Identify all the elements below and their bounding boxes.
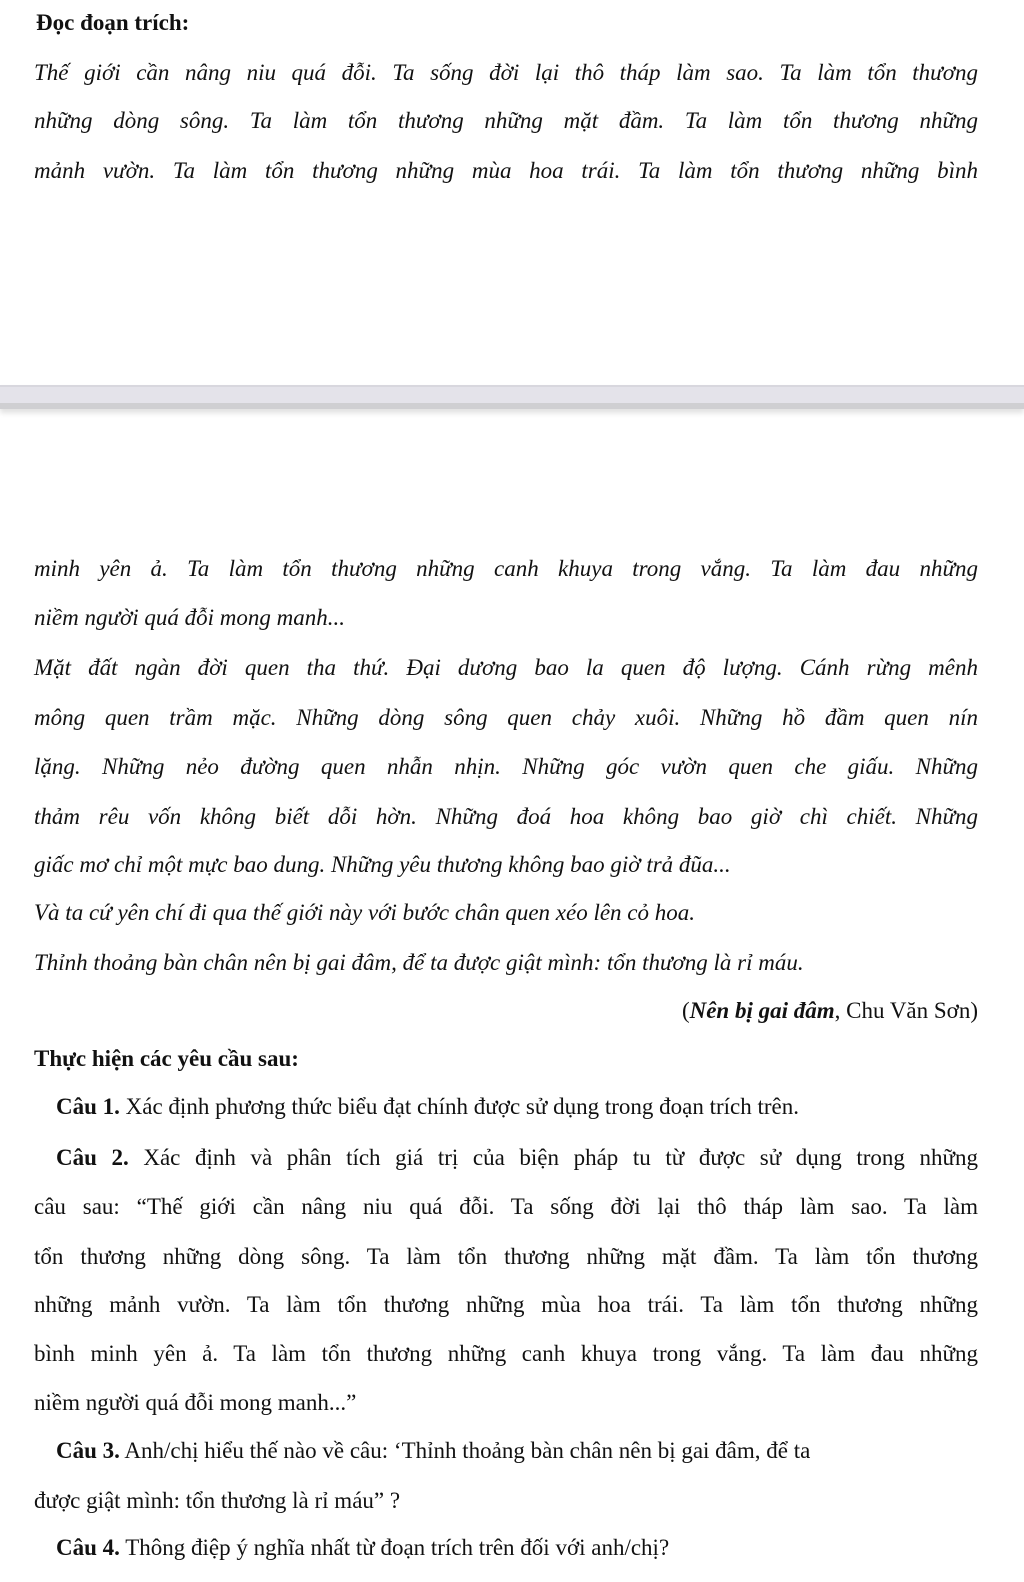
passage-line: Và ta cứ yên chí đi qua thế giới này với bước chân quen xéo lên cỏ hoa. <box>34 900 696 925</box>
question-2-line: câu sau: “Thế giới cần nâng niu quá đỗi. Ta sống đời lại thô tháp làm sao. Ta làm <box>34 1194 978 1219</box>
passage-line: thảm rêu vốn không biết dỗi hờn. Những đoá hoa không bao giờ chì chiết. Những <box>34 804 978 829</box>
passage-line: minh yên ả. Ta làm tổn thương những canh khuya trong vắng. Ta làm đau những <box>34 556 978 581</box>
passage-line: mông quen trầm mặc. Những dòng sông quen chảy xuôi. Những hồ đầm quen nín <box>34 705 978 730</box>
question-text: Anh/chị hiểu thế nào về câu: ‘Thỉnh thoảng bàn chân nên bị gai đâm, để ta <box>119 1438 811 1463</box>
source-work-title: Nên bị gai đâm <box>689 998 835 1023</box>
question-text: Xác định và phân tích giá trị của biện pháp tu từ được sử dụng trong những <box>128 1145 978 1170</box>
passage-line: Mặt đất ngàn đời quen tha thứ. Đại dương bao la quen độ lượng. Cánh rừng mênh <box>34 655 978 680</box>
question-text: Thông điệp ý nghĩa nhất từ đoạn trích trên đối với anh/chị? <box>119 1535 670 1560</box>
question-3 <box>56 1436 978 1466</box>
passage-line: Thỉnh thoảng bàn chân nên bị gai đâm, để ta được giật mình: tổn thương là rỉ máu. <box>34 950 804 975</box>
question-label: Câu 4. <box>56 1535 120 1560</box>
passage-line: lặng. Những nẻo đường quen nhẫn nhịn. Những góc vườn quen che giấu. Những <box>34 754 978 779</box>
question-4 <box>56 1533 978 1563</box>
question-2-line: niềm người quá đỗi mong manh...” <box>34 1390 357 1415</box>
question-2 <box>56 1143 978 1173</box>
passage-line: những dòng sông. Ta làm tổn thương những mặt đầm. Ta làm tổn thương những <box>34 108 978 133</box>
question-label: Câu 2. <box>56 1145 129 1170</box>
question-2-line: tổn thương những dòng sông. Ta làm tổn thương những mặt đầm. Ta làm tổn thương <box>34 1244 978 1269</box>
page-divider <box>0 385 1024 409</box>
question-text: Xác định phương thức biểu đạt chính được sử dụng trong đoạn trích trên. <box>119 1094 799 1119</box>
question-3-line: được giật mình: tổn thương là rỉ máu” ? <box>34 1488 401 1513</box>
question-2-line: bình minh yên ả. Ta làm tổn thương những canh khuya trong vắng. Ta làm đau những <box>34 1341 978 1366</box>
question-label: Câu 1. <box>56 1094 120 1119</box>
source-author: , Chu Văn Sơn) <box>834 998 978 1023</box>
passage-line: Thế giới cần nâng niu quá đỗi. Ta sống đời lại thô tháp làm sao. Ta làm tổn thương <box>34 60 978 85</box>
source-citation <box>34 996 978 1026</box>
document-title: Đọc đoạn trích: <box>36 10 190 35</box>
passage-line: mảnh vườn. Ta làm tổn thương những mùa hoa trái. Ta làm tổn thương những bình <box>34 158 978 183</box>
tasks-heading: Thực hiện các yêu cầu sau: <box>34 1046 299 1071</box>
source-open: ( <box>681 998 690 1023</box>
question-label: Câu 3. <box>56 1438 120 1463</box>
passage-line: giấc mơ chỉ một mực bao dung. Những yêu thương không bao giờ trả đũa... <box>34 852 731 877</box>
question-2-line: những mảnh vườn. Ta làm tổn thương những mùa hoa trái. Ta làm tổn thương những <box>34 1292 978 1317</box>
passage-line: niềm người quá đỗi mong manh... <box>34 605 346 630</box>
question-1 <box>56 1092 978 1122</box>
